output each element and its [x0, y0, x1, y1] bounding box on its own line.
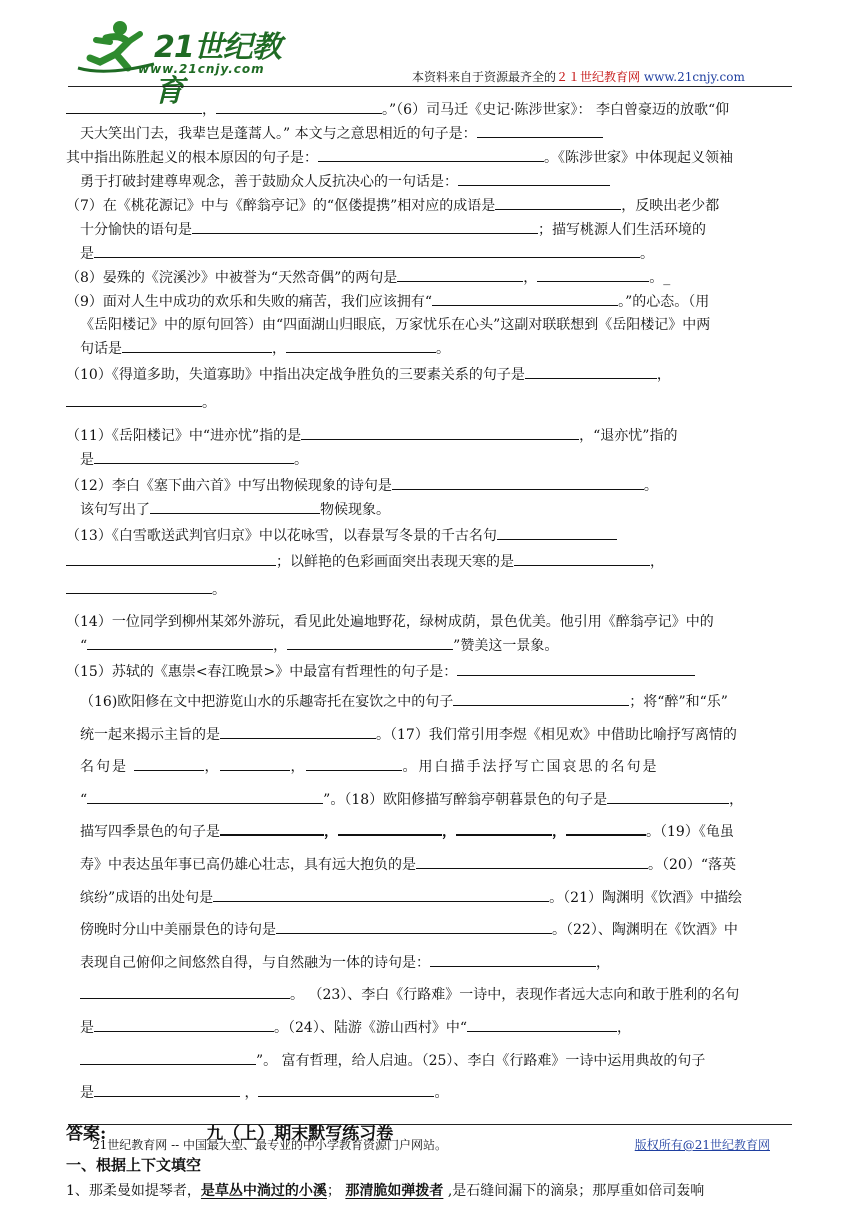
line-text: 物候现象。 [320, 502, 390, 518]
line-q15 [66, 660, 794, 684]
line-q18-a: “ ”。（18）欧阳修描写醉翁亭朝暮景色的句子是 ， [66, 784, 794, 817]
answer-blank[interactable] [495, 194, 621, 210]
line-q13-c: 。 [66, 578, 794, 602]
line-text: 句话是 [80, 341, 122, 357]
line-text: 。（21）陶渊明《饮酒》中描绘 [549, 889, 742, 906]
page-header [0, 0, 860, 109]
answer-blank[interactable] [216, 98, 382, 114]
line-text: 傍晚时分山中美丽景色的诗句是 [80, 922, 276, 939]
answer-blank[interactable] [258, 1081, 434, 1097]
line-text: 。”的心态。（用 [618, 294, 710, 310]
line-q23: 是 。（24）、陆游《游山西村》中“ ， [66, 1012, 794, 1045]
line-q7-a [66, 194, 794, 218]
answer-blank[interactable] [456, 819, 552, 836]
line-q13-a [66, 524, 794, 548]
line-q12-b [66, 498, 794, 522]
line-text: 表现自己俯仰之间悠然自得，与自然融为一体的诗句是： [80, 954, 430, 971]
logo-brand-text: 21世纪教育 [154, 30, 281, 109]
line-text: 天大笑出门去，我辈岂是蓬蒿人。” 本文与之意思相近的句子是： [80, 126, 477, 142]
line-text: 描写四季景色的句子是 [80, 824, 220, 841]
line-text: 。（20）“落英 [648, 856, 736, 873]
answer-blank[interactable] [338, 819, 442, 836]
answer-blank[interactable] [318, 146, 544, 162]
line-text: 《岳阳楼记》中的原句回答）由“四面湖山归眼底，万家忧乐在心头”这副对联联想到《岳阳楼记》中两 [80, 317, 711, 333]
header-divider [68, 86, 792, 87]
worksheet-body [66, 98, 794, 1204]
answer-blank[interactable] [192, 218, 538, 234]
line-text: 名句是 [80, 759, 128, 776]
line-text: 是 [80, 452, 94, 468]
line-text: 。用白描手法抒写亡国哀思的名句是 [402, 759, 659, 776]
answer-blank[interactable] [430, 951, 596, 967]
site-logo [76, 18, 286, 109]
answer-blank[interactable] [392, 474, 644, 490]
answer-blank[interactable] [467, 1016, 617, 1032]
line-q19 [66, 849, 794, 882]
section-fill-blank-1 [66, 98, 794, 684]
line-q10-b: 。 [66, 391, 794, 415]
answer-blank[interactable] [66, 98, 202, 114]
line-q22-a: 表现自己俯仰之间悠然自得，与自然融为一体的诗句是： ， [66, 947, 794, 980]
answer-blank[interactable] [416, 853, 648, 869]
line-q22-b [66, 979, 794, 1012]
footer-divider [68, 1124, 792, 1125]
answer-blank[interactable] [566, 819, 646, 836]
line-q14-b: “ ， ”赞美这一景象。 [66, 634, 794, 658]
line-text: 。（17）我们常引用李煜《相见欢》中借助比喻抒写离情的 [376, 726, 737, 743]
answer-blank[interactable] [525, 363, 657, 379]
answer-blank[interactable] [432, 290, 618, 306]
answer-text: 那清脆如弹拨者 [345, 1182, 444, 1199]
line-text: 是 [80, 246, 94, 262]
line-text: （10）《得道多助，失道寡助》中指出决定战争胜负的三要素关系的句子是 [66, 367, 525, 383]
line-text: ,是石缝间漏下的滴泉；那厚重如倍司轰响 [447, 1182, 705, 1199]
line-text: ，反映出老少都 [621, 198, 720, 214]
answer-blank[interactable] [87, 788, 323, 804]
line-text: 该句写出了 [80, 502, 150, 518]
line-q11-b: 是 。 [66, 448, 794, 472]
line-text: ”。 富有哲理，给人启迪。（25）、李白《行路难》一诗中运用典故的句子 [256, 1052, 706, 1069]
line-text: （11）《岳阳楼记》中“进亦忧”指的是 [66, 428, 302, 444]
answer-blank[interactable] [220, 819, 324, 836]
answer-blank[interactable] [94, 242, 640, 258]
line-text: ”赞美这一景象。 [453, 638, 559, 654]
line-text: （16)欧阳修在文中把游览山水的乐趣寄托在宴饮之中的句子 [80, 694, 454, 710]
line-text: ；描写桃源人们生活环境的 [538, 222, 706, 238]
line-text: ，“退亦忧”指的 [579, 428, 678, 444]
line-text: （8）晏殊的《浣溪沙》中被誉为“天然奇偶”的两句是 [66, 270, 398, 286]
line-text: 。 （23）、李白《行路难》一诗中，表现作者远大志向和敢于胜利的名句 [290, 987, 740, 1004]
line-text: 。（24）、陆游《游山西村》中“ [274, 1019, 467, 1036]
answer-blank[interactable] [134, 755, 204, 771]
line-q11-a [66, 424, 794, 448]
line-q14-a [66, 611, 794, 634]
line-q24 [66, 1045, 794, 1078]
answer-label: 答案: [66, 1123, 107, 1144]
answer-blank[interactable] [80, 1049, 256, 1065]
line-q7-c: 是 。 [66, 242, 794, 266]
line-text: 缤纷”成语的出处句是 [80, 889, 214, 906]
line-q6-c [66, 146, 794, 170]
header-note-prefix: 本资料来自于资源最齐全的 [412, 70, 557, 84]
answer-blank[interactable] [286, 337, 436, 353]
footer-copyright-link[interactable]: 版权所有@21世纪教育网 [634, 1138, 770, 1152]
line-text: （13）《白雪歌送武判官归京》中以花咏雪，以春景写冬景的千古名句 [66, 528, 497, 544]
line-text: 是 [80, 1019, 94, 1036]
line-text: 。（22）、陶渊明在《饮酒》中 [552, 922, 738, 939]
answer-blank[interactable] [306, 755, 402, 771]
answer-blank[interactable] [453, 690, 629, 706]
line-q6-a: ， 。”（6）司马迁《史记·陈涉世家》： 李白曾豪迈的放歌“仰 [66, 98, 794, 122]
line-q20 [66, 882, 794, 915]
line-q9-c: 句话是 ， 。 [66, 337, 794, 361]
line-text: 1、那柔曼如提琴者， [66, 1182, 201, 1199]
answer-text: 是草丛中淌过的小溪 [200, 1182, 327, 1199]
answer-blank[interactable] [477, 122, 603, 138]
line-q25: 是 ， 。 [66, 1077, 794, 1110]
line-text: 十分愉快的语句是 [80, 222, 192, 238]
answer-line-1 [66, 1178, 794, 1204]
header-source-note [412, 68, 745, 85]
line-text: ；将“醉”和“乐” [629, 694, 728, 710]
line-q6-d [66, 170, 794, 194]
line-text: 其中指出陈胜起义的根本原因的句子是： [66, 150, 318, 166]
line-text: （9）面对人生中成功的欢乐和失败的痛苦，我们应该拥有“ [66, 294, 433, 310]
answer-blank[interactable] [287, 634, 453, 650]
answer-title: 九（上）期末默写练习卷 [206, 1123, 394, 1144]
line-text: ； [326, 1182, 341, 1199]
answer-blank[interactable] [87, 634, 273, 650]
answer-blank[interactable] [497, 524, 617, 540]
line-q12-a: （12）李白《塞下曲六首》中写出物候现象的诗句是 。 [66, 474, 794, 498]
answer-blank[interactable] [397, 266, 523, 282]
header-note-site[interactable]: ２１世纪教育网 [556, 70, 641, 84]
answer-blank[interactable] [607, 788, 729, 804]
line-text: 。（19）《龟虽 [646, 824, 734, 841]
line-text: （15）苏轼的《惠崇<春江晚景>》中最富有哲理性的句子是： [66, 664, 458, 680]
line-q17-a [66, 719, 794, 752]
line-text: 寿》中表达虽年事已高仍雄心壮志，具有远大抱负的是 [80, 856, 416, 873]
line-q10-a: （10）《得道多助，失道寡助》中指出决定战争胜负的三要素关系的句子是 ， [66, 363, 794, 387]
line-text: 。”（6）司马迁《史记·陈涉世家》： 李白曾豪迈的放歌“仰 [382, 102, 730, 118]
line-q17-b: 名句是 ， ， 。用白描手法抒写亡国哀思的名句是 [66, 751, 794, 784]
section-fill-blank-2 [66, 686, 794, 1110]
line-text: （7）在《桃花源记》中与《醉翁亭记》的“伛偻提携”相对应的成语是 [66, 198, 496, 214]
line-q8: （8）晏殊的《浣溪沙》中被誉为“天然奇偶”的两句是 ， 。_ [66, 266, 794, 290]
line-q7-b [66, 218, 794, 242]
answer-blank[interactable] [458, 170, 610, 186]
answer-blank[interactable] [66, 391, 202, 407]
answer-blank[interactable] [537, 266, 649, 282]
answer-blank[interactable] [276, 918, 552, 934]
line-q16 [66, 686, 794, 719]
line-q9-b [66, 314, 794, 337]
line-q6-b [66, 122, 794, 146]
line-text: （14）一位同学到柳州某郊外游玩，看见此处遍地野花，绿树成荫，景色优美。他引用《醉翁亭记》中的 [66, 614, 714, 630]
answer-blank[interactable] [220, 755, 290, 771]
answer-blank[interactable] [150, 498, 320, 514]
line-q13-b: ；以鲜艳的色彩画面突出表现天寒的是 ， [66, 550, 794, 574]
line-q18-b: 描写四季景色的句子是 ， ， ， 。（19）《龟虽 [66, 816, 794, 849]
line-q9-a [66, 290, 794, 314]
answer-blank[interactable] [94, 1016, 274, 1032]
line-text: 统一起来揭示主旨的是 [80, 726, 220, 743]
line-text: 勇于打破封建尊卑观念，善于鼓励众人反抗决心的一句话是： [80, 174, 458, 190]
answer-blank[interactable] [301, 424, 579, 440]
line-text: （12）李白《塞下曲六首》中写出物候现象的诗句是 [66, 478, 392, 494]
line-text: ”。（18）欧阳修描写醉翁亭朝暮景色的句子是 [323, 791, 608, 808]
footer-site-description: 21世纪教育网 -- 中国最大型、最专业的中小学教育资源门户网站。 [92, 1138, 448, 1152]
logo-url-text: www.21cnjy.com [138, 62, 265, 76]
answer-blank[interactable] [122, 337, 272, 353]
answer-blank[interactable] [220, 723, 376, 739]
line-text: 。《陈涉世家》中体现起义领袖 [544, 150, 733, 166]
answer-blank[interactable] [94, 1081, 240, 1097]
answer-blank[interactable] [94, 448, 294, 464]
answer-section-heading: 一、根据上下文填空 [66, 1155, 202, 1174]
answer-blank[interactable] [514, 550, 650, 566]
answer-blank[interactable] [66, 578, 212, 594]
header-note-url[interactable]: www.21cnjy.com [643, 70, 745, 84]
line-text: ；以鲜艳的色彩画面突出表现天寒的是 [276, 554, 514, 570]
answer-blank[interactable] [457, 660, 695, 676]
line-text: 是 [80, 1085, 94, 1102]
answer-blank[interactable] [213, 886, 549, 902]
answer-blank[interactable] [66, 550, 276, 566]
answer-blank[interactable] [80, 983, 290, 999]
line-q21 [66, 914, 794, 947]
